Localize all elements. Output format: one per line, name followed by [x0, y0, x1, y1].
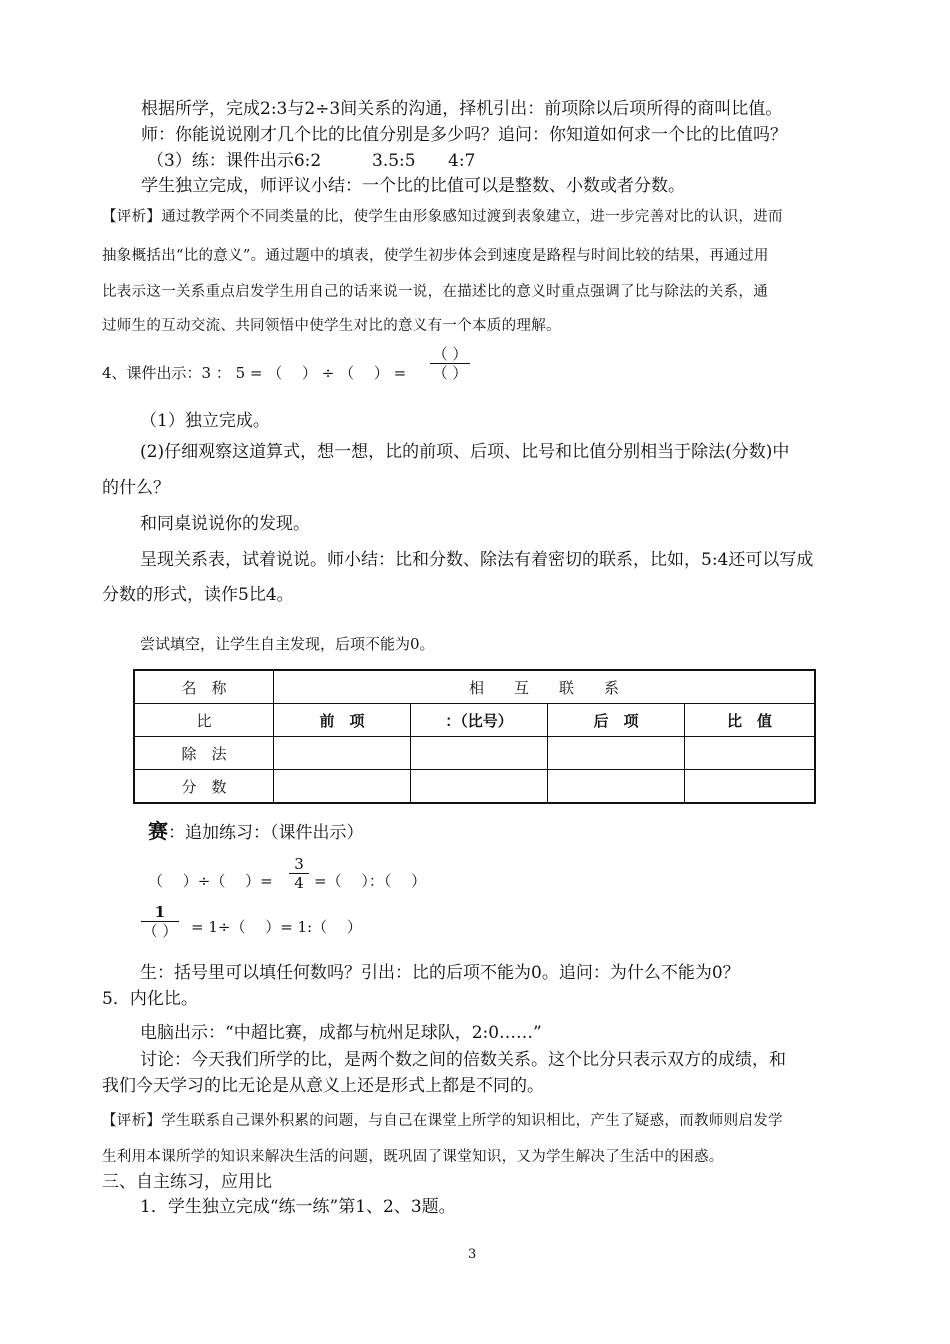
- table-row: [134, 770, 815, 804]
- section-4-heading: 4、课件出示：3 ： 5 = （ ） ÷ （ ） =: [102, 364, 407, 382]
- text-line: 学生独立完成，师评议小结：一个比的比值可以是整数、小数或者分数。: [141, 176, 685, 196]
- table-row: [134, 704, 815, 737]
- text-line: （3）练：课件出示6:2: [147, 151, 322, 171]
- fraction-denominator: （ ）: [432, 364, 468, 382]
- fraction-three-quarters: [289, 856, 309, 891]
- table-cell: 名 称: [134, 670, 274, 704]
- table-cell: [685, 737, 816, 770]
- section-5-heading: 5．内化比。: [102, 989, 198, 1009]
- fraction-numerator: 3: [294, 855, 304, 873]
- table-cell: [274, 737, 411, 770]
- text-line: 师：你能说说刚才几个比的比值分别是多少吗？追问：你知道如何求一个比的比值吗？: [141, 125, 787, 145]
- table-cell: 分 数: [134, 770, 274, 804]
- table-cell: ：（比号）: [411, 704, 548, 737]
- fraction-denominator: 4: [294, 874, 304, 892]
- text-line: 呈现关系表，试着说说。师小结：比和分数、除法有着密切的联系，比如，5:4还可以写成: [140, 550, 814, 570]
- commentary-line: 【评析】通过教学两个不同类量的比，使学生由形象感知过渡到表象建立，进一步完善对比的认识，进而: [102, 209, 783, 225]
- fraction-numerator: （ ）: [432, 345, 468, 363]
- commentary-line: 生利用本课所学的知识来解决生活的问题，既巩固了课堂知识，又为学生解决了生活中的困惑。: [102, 1149, 724, 1165]
- fraction-numerator: 1: [154, 903, 166, 921]
- fraction-one-over-blank: [141, 904, 179, 939]
- blank-fraction: [430, 346, 470, 381]
- table-cell: [274, 770, 411, 804]
- commentary-line: 抽象概括出“比的意义”。通过题中的填表，使学生初步体会到速度是路程与时间比较的结果，再通过用: [102, 248, 769, 264]
- text-line: 的什么？: [102, 478, 170, 498]
- table-cell: 比: [134, 704, 274, 737]
- table-cell: 比 值: [685, 704, 816, 737]
- table-cell: [411, 737, 548, 770]
- table-cell: [548, 737, 685, 770]
- text-line: 生：括号里可以填任何数吗？引出：比的后项不能为0。追问：为什么不能为0？: [140, 963, 740, 983]
- text-line: 讨论：今天我们所学的比，是两个数之间的倍数关系。这个比分只表示双方的成绩，和: [140, 1050, 786, 1070]
- table-cell: 相 互 联 系: [274, 670, 816, 704]
- table-cell: 前 项: [274, 704, 411, 737]
- commentary-line: 比表示这一关系重点启发学生用自己的话来说一说，在描述比的意义时重点强调了比与除法的关系，通: [102, 284, 768, 300]
- text-line: 和同桌说说你的发现。: [140, 514, 310, 534]
- table-row: [134, 670, 815, 704]
- equation-2: = 1÷（ ）= 1:（ ）: [191, 918, 362, 936]
- text-line: 1．学生独立完成“练一练”第1、2、3题。: [140, 1197, 456, 1217]
- fraction-denominator: （ ）: [142, 922, 178, 940]
- table-cell: [411, 770, 548, 804]
- table-row: [134, 737, 815, 770]
- extra-exercise-title: ：追加练习：（课件出示）: [168, 823, 364, 843]
- text-line: 3.5:5: [372, 151, 416, 171]
- equation-1-left: （ ）÷（ ）=: [148, 872, 273, 890]
- text-line: (2)仔细观察这道算式，想一想，比的前项、后项、比号和比值分别相当于除法(分数)中: [140, 442, 790, 462]
- table-cell: 后 项: [548, 704, 685, 737]
- page-number: 3: [468, 1247, 477, 1262]
- equation-1-right: =（ ）：（ ）: [314, 872, 427, 890]
- text-line: 尝试填空，让学生自主发现，后项不能为0。: [140, 635, 435, 653]
- relation-table: [133, 669, 816, 804]
- table-cell: 除 法: [134, 737, 274, 770]
- section-3-heading: 三、自主练习，应用比: [102, 1172, 272, 1192]
- table-cell: [548, 770, 685, 804]
- text-line: （1）独立完成。: [140, 411, 270, 431]
- table-cell: [685, 770, 816, 804]
- competition-icon: 赛: [148, 819, 168, 843]
- commentary-line: 【评析】学生联系自己课外积累的问题，与自己在课堂上所学的知识相比，产生了疑惑，而教师则启发学: [102, 1113, 783, 1129]
- text-line: 分数的形式，读作5比4。: [102, 585, 294, 605]
- extra-exercise-heading: [148, 820, 364, 844]
- text-line: 4:7: [448, 151, 476, 171]
- text-line: 电脑出示：“中超比赛，成都与杭州足球队，2:0……”: [140, 1023, 542, 1043]
- commentary-line: 过师生的互动交流、共同领悟中使学生对比的意义有一个本质的理解。: [102, 318, 561, 334]
- text-line: 我们今天学习的比无论是从意义上还是形式上都是不同的。: [102, 1076, 544, 1096]
- text-line: 根据所学，完成2:3与2÷3间关系的沟通，择机引出：前项除以后项所得的商叫比值。: [141, 99, 783, 119]
